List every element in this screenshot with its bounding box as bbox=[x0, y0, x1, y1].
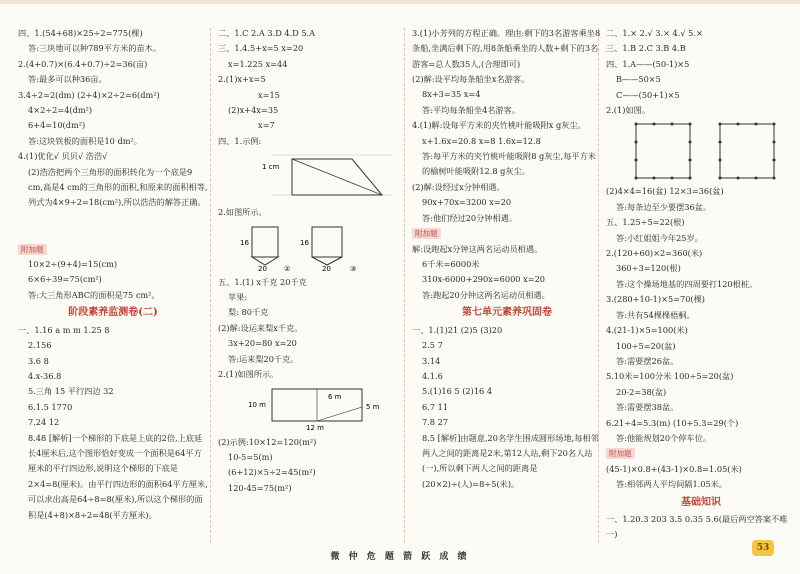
text-line: 4.x-36.8 bbox=[28, 370, 62, 381]
shape-transform-figure bbox=[232, 223, 408, 273]
footer-slogan: 微 仲 危 题 箭 跃 成 绩 bbox=[330, 552, 470, 562]
text-line: x=1.225 x=44 bbox=[228, 58, 288, 69]
text-line: 四、1.示例: bbox=[218, 135, 262, 146]
text-line: (2)x+4x=35 bbox=[228, 105, 279, 116]
text-line: 5.10米=100分米 100÷5=20(盆) bbox=[606, 371, 734, 382]
text-line: 6.1.5 1770 bbox=[28, 401, 73, 412]
scale-label: 1 cm bbox=[262, 163, 280, 172]
text-line: 7.24 12 bbox=[28, 417, 60, 428]
text-line: 一、1.16 a m m 1.25 8 bbox=[18, 324, 110, 335]
text-line: 120-45=75(m²) bbox=[228, 482, 292, 493]
text-paragraph: 一、1.20.3 203 3.5 0.35 5.6(最后两空答案不唯一) bbox=[606, 513, 788, 540]
text-line: 答:平均每条船坐4名游客。 bbox=[422, 104, 521, 115]
text-line: 二、1.× 2.√ 3.× 4.√ 5.× bbox=[606, 28, 703, 38]
text-line: 2.(120+60)×2=360(米) bbox=[606, 248, 703, 259]
text-line: 苹果: bbox=[228, 292, 248, 303]
dimension-label: 6 m bbox=[328, 392, 342, 401]
text-line: 5.三角 15 平行四边 32 bbox=[28, 386, 114, 397]
text-line: 10×2÷(9+4)=15(cm) bbox=[28, 259, 118, 270]
text-line: 3.4÷2=2(dm) (2+4)×2÷2=6(dm²) bbox=[18, 89, 160, 100]
text-line: (2)解:设经过x分钟相遇。 bbox=[412, 182, 505, 193]
text-line: 答:需要摆26盆。 bbox=[616, 355, 679, 366]
text-line: B——50×5 bbox=[616, 74, 661, 85]
text-line: 2.如图所示。 bbox=[218, 207, 267, 218]
text-paragraph: 8.5 [解析]由题意,20名学生围成圆形场地,每相邻两人之间的距离是2米,第12人站,剩下20名人站(一),所以剩下两人之间的距离是(20×2)÷(人)=8÷5(米)。 bbox=[422, 432, 599, 489]
dimension-label: 16 bbox=[240, 238, 249, 247]
text-line: 4.1.6 bbox=[422, 370, 443, 381]
text-line: 10-5=5(m) bbox=[228, 451, 273, 462]
text-line: 100÷5=20(盆) bbox=[616, 340, 676, 351]
text-line: 2.(4+0.7)×(6.4+0.7)÷2=36(亩) bbox=[18, 58, 148, 69]
text-line: C——(50+1)×5 bbox=[616, 89, 680, 100]
figure-number: ② bbox=[284, 264, 291, 273]
column-divider bbox=[210, 28, 211, 543]
section-heading: 第七单元素养巩固卷 bbox=[462, 307, 552, 319]
text-line: 360÷3=120(根) bbox=[616, 263, 681, 274]
text-line: 答:共有54棵棵梧桐。 bbox=[616, 309, 695, 320]
text-line: 2.(1)x+x=5 bbox=[218, 74, 266, 85]
text-line: 2.(1)如图所示。 bbox=[218, 369, 279, 380]
text-line: (6+12)×5÷2=45(m²) bbox=[228, 467, 316, 478]
column-3 bbox=[412, 26, 602, 493]
text-line: x=7 bbox=[258, 120, 275, 131]
trapezoid-figure bbox=[232, 151, 408, 203]
text-line: 6×6÷39=75(cm²) bbox=[28, 274, 102, 285]
text-line: (2)解:设运来梨x千克。 bbox=[218, 322, 303, 333]
text-line: (2)4×4=16(盆) 12×3=36(盆) bbox=[606, 186, 724, 197]
column-1 bbox=[18, 26, 208, 523]
text-line: 答:需要摆38盆。 bbox=[616, 402, 679, 413]
text-line: 90x+70x=3200 x=20 bbox=[422, 197, 512, 208]
text-line: 6+4=10(dm²) bbox=[28, 120, 86, 131]
text-line: 310x-6000+290x=6000 x=20 bbox=[422, 274, 546, 285]
text-line: 6.7 11 bbox=[422, 401, 449, 412]
dimension-label: 10 m bbox=[248, 400, 266, 409]
text-line: 答:三块地可以种789平方米的苗木。 bbox=[28, 43, 162, 54]
extra-question-tag: 附加题 bbox=[606, 448, 635, 459]
text-line: 4.(1)解:设每平方米的夹竹桃叶能吸附x g灰尘。 bbox=[412, 120, 586, 131]
text-line: 6千米=6000米 bbox=[422, 259, 480, 270]
text-line: 2.(1)如图。 bbox=[606, 105, 650, 116]
text-line: 4×2÷2=4(dm²) bbox=[28, 105, 93, 116]
text-line: 答:最多可以种36亩。 bbox=[28, 74, 107, 85]
text-line: 答:大三角形ABC的面积是75 cm²。 bbox=[28, 289, 160, 300]
text-line: (2)解:设平均每条船坐x名游客。 bbox=[412, 74, 530, 84]
column-2 bbox=[218, 26, 408, 496]
dimension-label: 12 m bbox=[306, 423, 324, 432]
text-line: 答:这个操场地基的四周要打120根桩。 bbox=[616, 278, 758, 289]
text-line: 五、1.25÷5=22(根) bbox=[606, 217, 685, 228]
text-line: 一、1.(1)21 (2)5 (3)20 bbox=[412, 324, 503, 335]
text-line: 答:相邻两人平均间隔1.05米。 bbox=[616, 479, 728, 490]
dimension-label: 20 bbox=[258, 264, 267, 273]
page-number: 53 bbox=[752, 540, 774, 556]
text-line: x=15 bbox=[258, 89, 280, 100]
text-line: 7.8 27 bbox=[422, 417, 449, 428]
text-line: (2)示例:10×12=120(m²) bbox=[218, 436, 317, 447]
extra-question-tag: 附加题 bbox=[412, 228, 441, 239]
text-line: 答:他们经过20分钟相遇。 bbox=[422, 212, 518, 223]
section-heading: 阶段素养监测卷(二) bbox=[68, 307, 158, 319]
text-line: x+1.6x=20.8 x=8 1.6x=12.8 bbox=[422, 135, 541, 146]
extra-question-tag: 附加题 bbox=[18, 244, 47, 255]
column-4 bbox=[606, 26, 796, 543]
text-line: 2.156 bbox=[28, 340, 52, 351]
text-line: 3.(280+10-1)×5=70(棵) bbox=[606, 294, 706, 305]
text-line: 解:设跑起x分钟这两名运动员相遇。 bbox=[412, 243, 543, 254]
text-line: 4.(1)优化√ 贝贝√ 浩浩√ bbox=[18, 151, 108, 162]
text-line: 答:这块铁板的面积是10 dm²。 bbox=[28, 135, 142, 146]
land-plot-figure bbox=[232, 385, 408, 433]
dimension-label: 16 bbox=[300, 238, 309, 247]
text-line: 答:运来梨20千克。 bbox=[228, 353, 299, 364]
text-line: (45-1)×0.8+(43-1)×0.8=1.05(米) bbox=[606, 463, 742, 474]
text-line: 答:每条边至少要摆36盆。 bbox=[616, 201, 712, 212]
text-line: 20-2=38(盆) bbox=[616, 386, 667, 397]
text-paragraph: (2)浩浩把两个三角形的面积转化为一个底是9 cm,高是4 cm的三角形的面积,和原来的面积相等,列式为4×9÷2=18(cm²),所以浩浩的解答正确。 bbox=[28, 166, 208, 208]
text-line: 6.21÷4=5.3(m) (10+5.3=29(个) bbox=[606, 417, 739, 428]
figure-number: ③ bbox=[350, 264, 357, 273]
dimension-label: 20 bbox=[322, 264, 331, 273]
text-line: 8x+3=35 x=4 bbox=[422, 89, 481, 100]
text-line: 答:小红姐姐今年25岁。 bbox=[616, 232, 703, 243]
text-paragraph: 8.48 [解析]一个梯形的下底是上底的2倍,上底延长4厘米后,这个图形恰好变成一个面积是64平方厘米的平行四边形,说明这个梯形的下底是2×4=8(厘米)。由平行四边形的面积64平方厘米,可以求出高是64÷8=8(厘米),所以这个梯形的面积是(4+8)×8÷2=48(平方厘米)。 bbox=[28, 432, 208, 520]
dot-square-figure bbox=[620, 120, 796, 182]
text-line: 3x+20=80 x=20 bbox=[228, 338, 297, 349]
text-paragraph: 3.(1)小芳列的方程正确。理由:剩下的3名游客乘坐8条船,坐满后剩下的,用8条船乘坐的人数+剩下的3名游客=总人数35人,(合理即可) bbox=[412, 28, 601, 69]
text-line: 四、1.(54+68)×25÷2=775(棵) bbox=[18, 28, 143, 38]
text-line: 答:跑起20分钟这两名运动员相遇。 bbox=[422, 289, 550, 300]
text-line: 五、1.(1) x千克 20千克 bbox=[218, 276, 307, 287]
text-line: 4.(21-1)×5=100(米) bbox=[606, 325, 688, 336]
text-line: 三、1.B 2.C 3.B 4.B bbox=[606, 43, 686, 54]
text-line: 二、1.C 2.A 3.D 4.D 5.A bbox=[218, 28, 316, 38]
section-heading: 基础知识 bbox=[681, 496, 721, 508]
dimension-label: 5 m bbox=[366, 402, 380, 411]
text-line: 梨: 80千克 bbox=[228, 307, 269, 318]
text-line: 三、1.4.5+x=5 x=20 bbox=[218, 43, 304, 54]
text-paragraph: 答:每平方米的夹竹桃叶能吸附8 g灰尘,每平方米的榆树叶能吸附12.8 g灰尘。 bbox=[422, 151, 596, 177]
text-line: 2.5 7 bbox=[422, 340, 443, 351]
text-line: 3.6 8 bbox=[28, 355, 49, 366]
text-line: 3.14 bbox=[422, 355, 441, 366]
text-line: 四、1.A——(50-1)×5 bbox=[606, 58, 690, 69]
text-line: 答:他能规划20个停车位。 bbox=[616, 432, 712, 443]
top-border bbox=[0, 0, 800, 4]
text-line: 5.(1)16 5 (2)16 4 bbox=[422, 386, 493, 397]
